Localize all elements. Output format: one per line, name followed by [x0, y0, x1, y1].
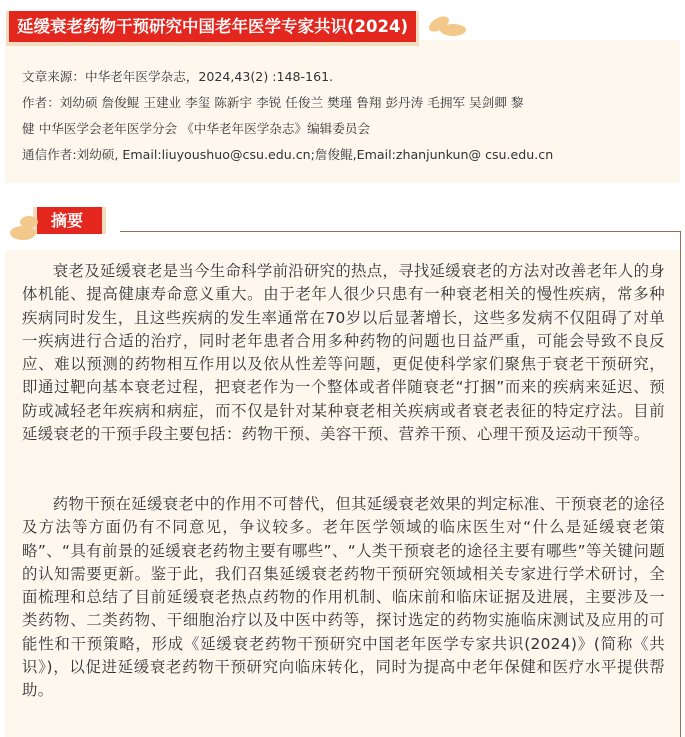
authors-line: 作者：刘幼硕 詹俊鲲 王建业 李玺 陈新宇 李锐 任俊兰 樊瑾 鲁翔 彭丹涛 毛拥军 吴剑卿 黎: [22, 95, 524, 110]
page-title: 延缓衰老药物干预研究中国老年医学专家共识(2024): [6, 11, 419, 46]
abstract-paragraph: 衰老及延缓衰老是当今生命科学前沿研究的热点，寻找延缓衰老的方法对改善老年人的身体机能、提高健康寿命意义重大。由于老年人很少只患有一种衰老相关的慢性疾病，常多种疾病同时发生，且这些疾病的发生率通常在70岁以后显著增长，这些多发病不仅阻碍了对单一疾病进行合适的治疗，同时老年患者合用多种药物的问题也日益严重，可能会导致不良反应、难以预测的药物相互作用以及依从性差等问题，更促使科学家们聚焦于衰老干预研究，即通过靶向基本衰老过程，把衰老作为一个整体或者伴随衰老“打捆”而来的疾病来延迟、预防或减轻老年疾病和病症，而不仅是针对某种衰老相关疾病或者衰老表征的特定疗法。目前延缓衰老的干预手段主要包括：药物干预、美容干预、营养干预、心理干预及运动干预等。: [22, 262, 665, 444]
divider: [680, 231, 681, 737]
divider: [120, 231, 681, 232]
section-badge: 摘要: [33, 207, 106, 234]
abstract-paragraph: 药物干预在延缓衰老中的作用不可替代，但其延缓衰老效果的判定标准、干预衰老的途径及方法等方面仍有不同意见，争议较多。老年医学领域的临床医生对“什么是延缓衰老策略”、“具有前景的延缓衰老药物主要有哪些”、“人类干预衰老的途径主要有哪些”等关键问题的认知需要更新。鉴于此，我们召集延缓衰老药物干预研究领域相关专家进行学术研讨，全面梳理和总结了目前延缓衰老热点药物的作用机制、临床前和临床证据及进展，主要涉及一类药物、二类药物、干细胞治疗以及中医中药等，探讨选定的药物实施临床测试及应用的可能性和干预策略，形成《延缓衰老药物干预研究中国老年医学专家共识(2024)》(简称《共识》)，以促进延缓衰老药物干预研究向临床转化，同时为提高中老年保健和医疗水平提供帮助。: [22, 495, 665, 700]
article-source: 文章来源：中华老年医学杂志，2024,43(2) :148-161.: [22, 69, 334, 84]
authors-line: 健 中华医学会老年医学分会 《中华老年医学杂志》编辑委员会: [22, 121, 371, 136]
correspondence: 通信作者:刘幼硕, Email:liuyoushuo@csu.edu.cn;詹俊鲲,Email:zhanjunkun@ csu.edu.cn: [22, 147, 554, 162]
